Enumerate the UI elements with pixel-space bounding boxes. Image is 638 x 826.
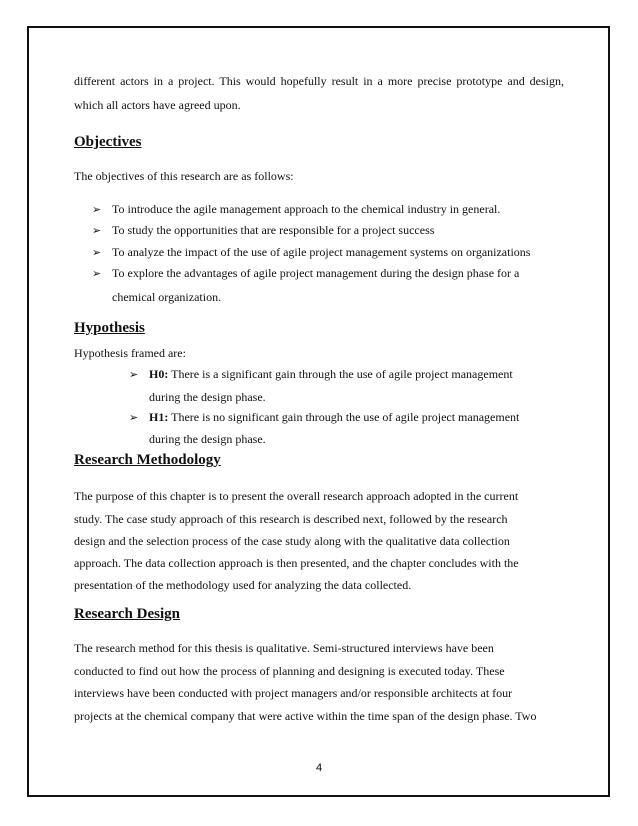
- methodology-line: study. The case study approach of this research is described next, followed by the research: [74, 512, 508, 526]
- objectives-intro: The objectives of this research are as follows:: [74, 169, 294, 183]
- methodology-line: design and the selection process of the case study along with the qualitative data collection: [74, 534, 510, 548]
- methodology-line: presentation of the methodology used for analyzing the data collected.: [74, 578, 412, 592]
- arrow-bullet-icon: ➢: [92, 247, 102, 259]
- objective-item-continuation: chemical organization.: [112, 290, 222, 304]
- objective-item: ➢ To study the opportunities that are responsible for a project success: [92, 223, 435, 237]
- arrow-bullet-icon: ➢: [92, 225, 102, 237]
- hypothesis-h0-continuation: during the design phase.: [149, 390, 266, 404]
- arrow-bullet-icon: ➢: [92, 204, 102, 216]
- objective-item: ➢ To explore the advantages of agile project management during the design phase for a: [92, 266, 520, 280]
- h1-label: H1:: [149, 410, 169, 424]
- hypothesis-h0: ➢ H0: There is a significant gain through the use of agile project management: [129, 367, 513, 381]
- hypothesis-h1-continuation: during the design phase.: [149, 432, 266, 446]
- design-line: projects at the chemical company that were active within the time span of the design phase. Two: [74, 709, 537, 723]
- arrow-bullet-icon: ➢: [129, 412, 139, 424]
- hypothesis-heading: Hypothesis: [74, 320, 145, 336]
- methodology-line: approach. The data collection approach is then presented, and the chapter concludes with the: [74, 556, 519, 570]
- hypothesis-intro: Hypothesis framed are:: [74, 346, 186, 360]
- h0-label: H0:: [149, 367, 169, 381]
- methodology-heading: Research Methodology: [74, 452, 221, 468]
- intro-line-1: different actors in a project. This would hopefully result in a more precise prototype and design,: [74, 74, 564, 88]
- arrow-bullet-icon: ➢: [92, 268, 102, 280]
- objective-item: ➢ To introduce the agile management approach to the chemical industry in general.: [92, 202, 501, 216]
- objective-item: ➢ To analyze the impact of the use of agile project management systems on organizations: [92, 245, 531, 259]
- research-design-heading: Research Design: [74, 606, 180, 622]
- methodology-line: The purpose of this chapter is to present the overall research approach adopted in the current: [74, 489, 519, 503]
- intro-line-2: which all actors have agreed upon.: [74, 98, 241, 112]
- design-line: conducted to find out how the process of planning and designing is executed today. These: [74, 664, 505, 678]
- hypothesis-h1: ➢ H1: There is no significant gain through the use of agile project management: [129, 410, 520, 424]
- objectives-heading: Objectives: [74, 134, 142, 150]
- design-line: The research method for this thesis is qualitative. Semi-structured interviews have been: [74, 641, 494, 655]
- page-number: 4: [315, 762, 323, 774]
- design-line: interviews have been conducted with project managers and/or responsible architects at four: [74, 686, 513, 700]
- arrow-bullet-icon: ➢: [129, 369, 139, 381]
